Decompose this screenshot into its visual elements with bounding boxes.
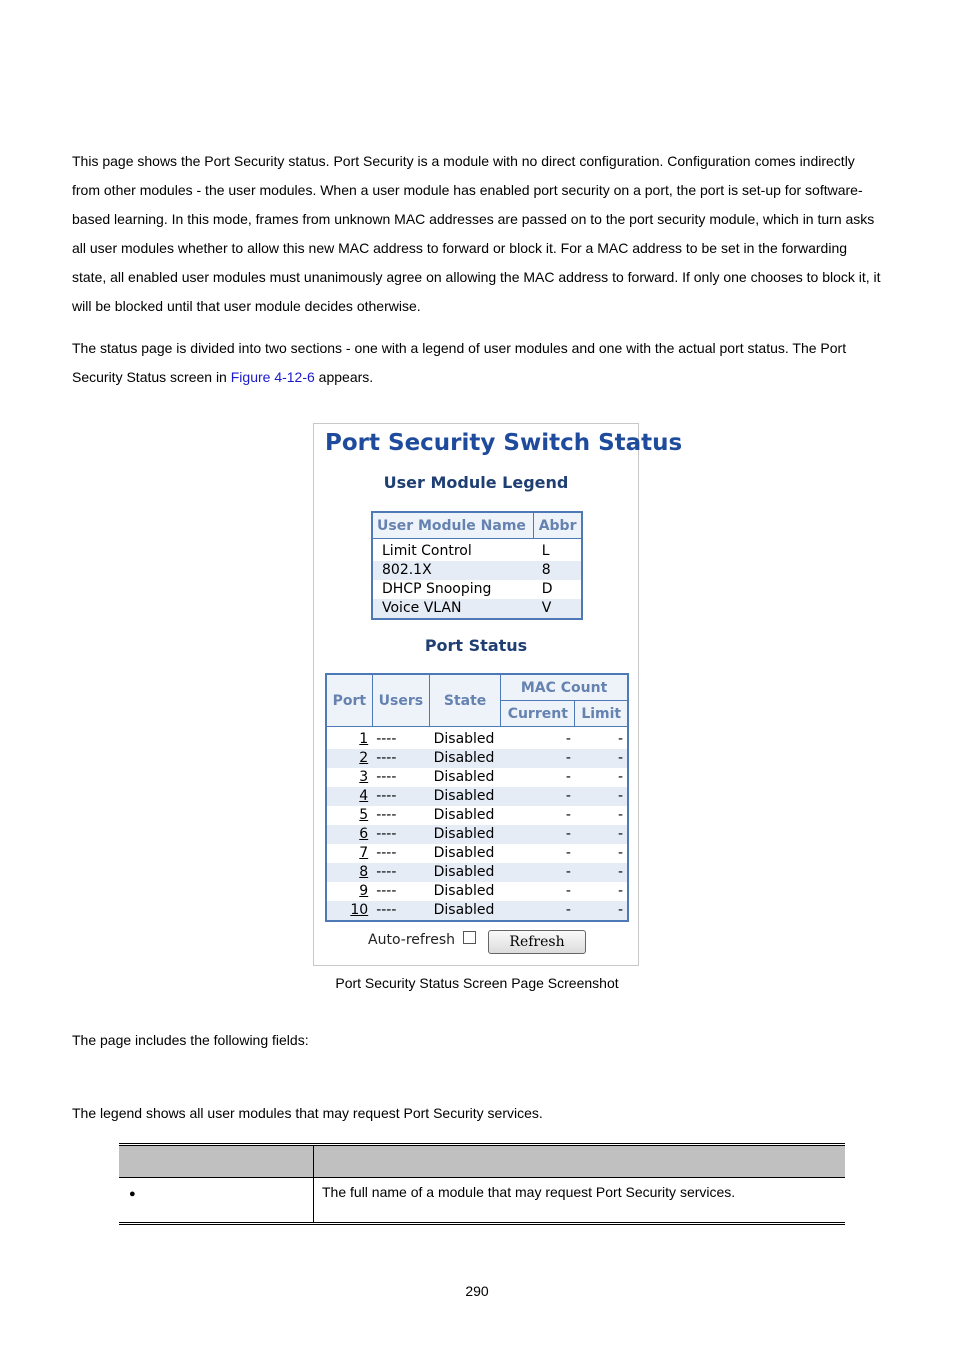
port-current: - (501, 787, 575, 806)
table-row (326, 844, 628, 863)
figure-link[interactable]: Figure 4-12-6 (230, 369, 315, 385)
port-current: - (565, 883, 571, 899)
port-state: Disabled (430, 901, 501, 921)
refresh-button[interactable]: Refresh (488, 930, 586, 954)
figure-caption: Port Security Status Screen Page Screenshot (335, 975, 619, 991)
port-current: - (501, 825, 575, 844)
port-users: ---- (372, 787, 429, 806)
port-limit: - (575, 749, 628, 768)
port-users: ---- (372, 901, 429, 921)
port-users: ---- (376, 769, 397, 785)
port-state: Disabled (433, 845, 495, 861)
legend-description: The legend shows all user modules that may request Port Security services. (72, 1105, 543, 1121)
port-status-table (325, 673, 629, 922)
table-row (326, 768, 628, 787)
screenshot-title: Port Security Switch Status (325, 430, 683, 456)
port-state: Disabled (433, 807, 495, 823)
table-row (326, 787, 628, 806)
table-row (372, 580, 582, 599)
table-row (372, 561, 582, 580)
column-divider (313, 1146, 314, 1222)
intro-paragraph-2-text: The status page is divided into two sections - one with a legend of user modules and one with the actual port status. The Port Security Status screen in (72, 340, 847, 385)
port-limit: - (575, 787, 628, 806)
port-current: - (565, 845, 571, 861)
port-state: Disabled (430, 825, 501, 844)
legend-module-name: Limit Control (382, 543, 472, 559)
legend-module-abbr: L (541, 543, 550, 559)
port-link[interactable]: 9 (359, 883, 369, 899)
legend-header-name: User Module Name (372, 512, 534, 539)
port-limit: - (617, 731, 623, 747)
port-current: - (501, 863, 575, 882)
bullet-icon: ● (129, 1188, 136, 1200)
port-header: Port (326, 674, 372, 727)
legend-module-name: Voice VLAN (372, 599, 534, 619)
port-current: - (565, 731, 571, 747)
auto-refresh-checkbox[interactable] (463, 931, 476, 944)
port-state: Disabled (430, 749, 501, 768)
table-row (326, 882, 628, 901)
port-users: ---- (372, 825, 429, 844)
port-link[interactable]: 7 (359, 845, 369, 861)
table-row (372, 599, 582, 619)
port-link[interactable]: 2 (326, 749, 372, 768)
port-state: Disabled (433, 883, 495, 899)
port-limit: - (575, 825, 628, 844)
port-current: - (501, 901, 575, 921)
port-link[interactable]: 3 (359, 769, 369, 785)
legend-heading: User Module Legend (383, 473, 569, 492)
limit-header: Limit (575, 701, 628, 727)
port-status-heading: Port Status (424, 636, 528, 655)
parameter-table-header (119, 1146, 845, 1177)
auto-refresh-label: Auto-refresh (368, 932, 456, 948)
port-users: ---- (372, 749, 429, 768)
table-row (326, 863, 628, 882)
port-link[interactable]: 10 (326, 901, 372, 921)
port-limit: - (575, 863, 628, 882)
port-link[interactable]: 5 (359, 807, 369, 823)
legend-module-name: DHCP Snooping (382, 581, 492, 597)
state-header: State (430, 674, 501, 727)
port-limit: - (575, 901, 628, 921)
intro-paragraph-2-end: appears. (314, 369, 374, 385)
parameter-table (119, 1143, 845, 1225)
legend-module-name: 802.1X (372, 561, 534, 580)
port-state: Disabled (430, 863, 501, 882)
port-current: - (501, 749, 575, 768)
legend-module-abbr: D (541, 581, 553, 597)
table-row (326, 727, 628, 750)
port-users: ---- (372, 863, 429, 882)
parameter-description: The full name of a module that may request Port Security services. (322, 1184, 736, 1200)
port-link[interactable]: 4 (326, 787, 372, 806)
port-limit: - (617, 845, 623, 861)
fields-intro: The page includes the following fields: (72, 1032, 309, 1048)
table-row (372, 539, 582, 562)
port-limit: - (617, 883, 623, 899)
port-state: Disabled (433, 731, 495, 747)
port-current: - (565, 769, 571, 785)
page-number: 290 (465, 1283, 489, 1299)
port-current: - (565, 807, 571, 823)
users-header: Users (372, 674, 429, 727)
port-users: ---- (376, 731, 397, 747)
current-header: Current (501, 701, 575, 727)
legend-module-abbr: V (534, 599, 582, 619)
port-users: ---- (376, 883, 397, 899)
intro-paragraph-1: This page shows the Port Security status. Port Security is a module with no direct configuration. Configuration comes indirectly from other modules - the user modules. When a user module has enabled port security on a port, the port is set-up for software-based learning. In this mode, frames from unknown MAC addresses are passed on to the port security module, which in turn asks all user modules whether to allow this new MAC address to forward or block it. For a MAC address to be set in the forwarding state, all enabled user modules must unanimously agree on allowing the MAC address to forward. If only one chooses to block it, it will be blocked until that user module decides otherwise. (72, 153, 881, 314)
port-limit: - (617, 807, 623, 823)
table-row (326, 901, 628, 921)
port-link[interactable]: 1 (359, 731, 369, 747)
table-row (326, 749, 628, 768)
legend-header-abbr: Abbr (534, 512, 582, 539)
port-link[interactable]: 8 (326, 863, 372, 882)
mac-count-header: MAC Count (501, 674, 628, 701)
table-row (326, 825, 628, 844)
screenshot-frame (313, 423, 683, 966)
legend-module-abbr: 8 (534, 561, 582, 580)
intro-paragraph-2 (72, 334, 884, 392)
table-row (326, 806, 628, 825)
port-link[interactable]: 6 (326, 825, 372, 844)
port-state: Disabled (433, 769, 495, 785)
port-limit: - (617, 769, 623, 785)
port-state: Disabled (430, 787, 501, 806)
user-module-legend-table (371, 511, 583, 620)
port-users: ---- (376, 845, 397, 861)
port-users: ---- (376, 807, 397, 823)
row-divider (119, 1177, 845, 1178)
